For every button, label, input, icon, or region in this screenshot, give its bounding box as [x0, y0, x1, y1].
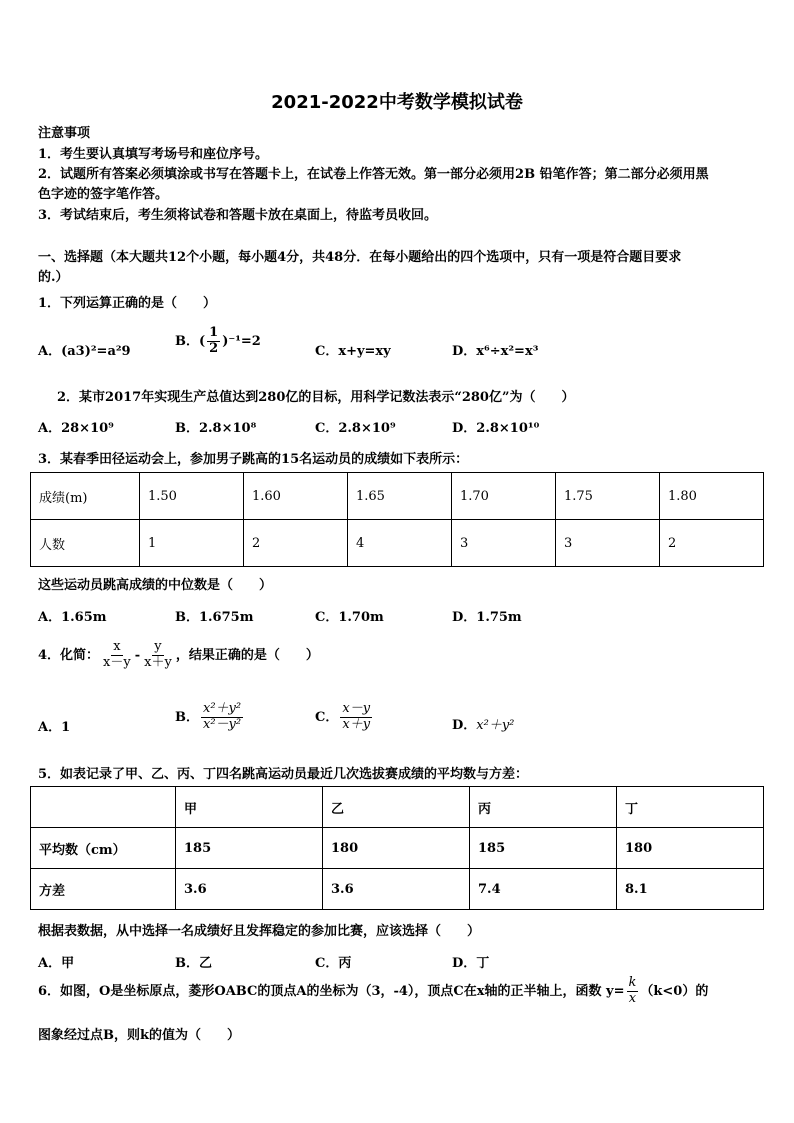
- table-cell: 平均数（cm）: [31, 828, 176, 869]
- q4-f2-num: y: [154, 639, 162, 654]
- table-row: [31, 473, 764, 520]
- table-cell: 185: [176, 828, 323, 869]
- q1-option-a: A．(a3)²=a²9: [38, 344, 131, 359]
- table-cell: 1.60: [244, 473, 348, 520]
- table-cell: 3.6: [323, 869, 470, 910]
- q1-b-pre: B．(: [175, 333, 206, 349]
- q4-c-num: x－y: [342, 701, 371, 716]
- table-cell: 2: [244, 520, 348, 567]
- q4-pre: 4．化简：: [38, 647, 100, 663]
- q3-option-c: C．1.70m: [315, 610, 384, 625]
- q4-b-num: x²＋y²: [203, 701, 242, 716]
- table-cell: 180: [323, 828, 470, 869]
- q1-b-den: 2: [209, 340, 219, 356]
- table-cell: 人数: [31, 520, 140, 567]
- q4-minus: -: [134, 647, 141, 663]
- table-cell: 丁: [617, 787, 764, 828]
- q4-f2-den: x＋y: [144, 654, 172, 670]
- table-row: [31, 787, 764, 828]
- q5-option-c: C．丙: [315, 956, 352, 971]
- q1-b-fraction: [207, 326, 220, 357]
- section-heading-cont: 的.）: [38, 270, 69, 285]
- q4-d-label: D．: [452, 718, 477, 733]
- table-row: [31, 869, 764, 910]
- q6-stem-cont: 图象经过点B，则k的值为（ ）: [38, 1028, 240, 1043]
- table-cell: 成绩(m): [31, 473, 140, 520]
- q3-option-b: B．1.675m: [175, 610, 254, 625]
- notice-item: 2．试题所有答案必须填涂或书写在答题卡上，在试卷上作答无效。第一部分必须用2B 铅笔作答；第二部分必须用黑: [38, 167, 709, 182]
- q3-table: [30, 472, 764, 567]
- table-cell: 1.70: [452, 473, 556, 520]
- q2-option-d: D．2.8×10¹⁰: [452, 421, 540, 436]
- q2-stem: 2．某市2017年实现生产总值达到280亿的目标，用科学记数法表示“280亿”为（ ）: [57, 390, 575, 405]
- q2-option-b: B．2.8×10⁸: [175, 421, 257, 436]
- table-cell: 1.80: [660, 473, 764, 520]
- q5-table: [30, 786, 764, 910]
- q4-c-den: x＋y: [342, 716, 371, 732]
- q5-stem: 5．如表记录了甲、乙、丙、丁四名跳高运动员最近几次选拔赛成绩的平均数与方差：: [38, 767, 529, 782]
- q2-option-a: A．28×10⁹: [38, 421, 114, 436]
- q4-option-c: [315, 702, 374, 733]
- q4-fraction-2: [142, 640, 174, 671]
- q6-pre: 6．如图，O是坐标原点，菱形OABC的顶点A的坐标为（3，-4），顶点C在x轴的正半轴上，函数 y=: [38, 983, 625, 999]
- table-cell: 185: [470, 828, 617, 869]
- table-cell: 3.6: [176, 869, 323, 910]
- table-cell: 180: [617, 828, 764, 869]
- q4-stem: [38, 640, 319, 671]
- q3-option-a: A．1.65m: [38, 610, 107, 625]
- q3-stem: 3．某春季田径运动会上，参加男子跳高的15名运动员的成绩如下表所示：: [38, 452, 469, 467]
- q6-f-den: x: [628, 990, 637, 1006]
- notice-heading: 注意事项: [38, 126, 91, 141]
- q4-option-d: [452, 714, 514, 733]
- table-cell: 1.65: [348, 473, 452, 520]
- q4-f1-num: x: [113, 639, 121, 654]
- q4-fraction-1: [101, 640, 133, 671]
- q4-b-fraction: [201, 702, 243, 733]
- notice-item: 3．考试结束后，考生须将试卷和答题卡放在桌面上，待监考员收回。: [38, 208, 438, 223]
- table-cell: 1: [140, 520, 244, 567]
- q1-b-post: )⁻¹=2: [222, 333, 261, 349]
- table-cell: 甲: [176, 787, 323, 828]
- q4-b-label: B．: [175, 709, 199, 725]
- table-row: [31, 828, 764, 869]
- q4-b-den: x²－y²: [203, 716, 242, 732]
- q5-ask: 根据表数据，从中选择一名成绩好且发挥稳定的参加比赛，应该选择（ ）: [38, 924, 481, 939]
- q3-ask: 这些运动员跳高成绩的中位数是（ ）: [38, 578, 273, 593]
- q1-option-b: [175, 326, 261, 357]
- q4-c-label: C．: [315, 709, 339, 725]
- q6-post: （k<0）的: [640, 983, 709, 999]
- notice-item: 1．考生要认真填写考场号和座位序号。: [38, 147, 269, 162]
- table-cell: 7.4: [470, 869, 617, 910]
- q6-f-num: k: [628, 975, 637, 990]
- q5-option-b: B．乙: [175, 956, 212, 971]
- table-cell: 丙: [470, 787, 617, 828]
- q6-stem: [38, 976, 708, 1007]
- table-cell: 3: [452, 520, 556, 567]
- table-cell: [31, 787, 176, 828]
- q4-d-expr: x²＋y²: [476, 718, 515, 733]
- table-cell: 1.50: [140, 473, 244, 520]
- q4-f1-den: x－y: [103, 654, 131, 670]
- notice-item: 色字迹的签字笔作答。: [38, 187, 169, 202]
- page-title: 2021-2022中考数学模拟试卷: [271, 92, 523, 113]
- table-cell: 1.75: [556, 473, 660, 520]
- q1-option-c: C．x+y=xy: [315, 344, 391, 359]
- table-cell: 乙: [323, 787, 470, 828]
- q4-post: ，结果正确的是（ ）: [175, 647, 319, 663]
- table-cell: 2: [660, 520, 764, 567]
- q1-stem: 1．下列运算正确的是（ ）: [38, 296, 217, 311]
- q2-option-c: C．2.8×10⁹: [315, 421, 396, 436]
- section-heading: 一、选择题（本大题共12个小题，每小题4分，共48分．在每小题给出的四个选项中，只有一项是符合题目要求: [38, 250, 682, 265]
- q3-option-d: D．1.75m: [452, 610, 522, 625]
- table-row: [31, 520, 764, 567]
- q4-option-a: A．1: [38, 720, 71, 735]
- q6-fraction: [627, 976, 639, 1007]
- q1-b-num: 1: [209, 325, 219, 340]
- table-cell: 4: [348, 520, 452, 567]
- table-cell: 3: [556, 520, 660, 567]
- q5-option-d: D．丁: [452, 956, 490, 971]
- q4-c-fraction: [340, 702, 372, 733]
- q1-option-d: D．x⁶÷x²=x³: [452, 344, 539, 359]
- q5-option-a: A．甲: [38, 956, 75, 971]
- table-cell: 方差: [31, 869, 176, 910]
- q4-option-b: [175, 702, 245, 733]
- table-cell: 8.1: [617, 869, 764, 910]
